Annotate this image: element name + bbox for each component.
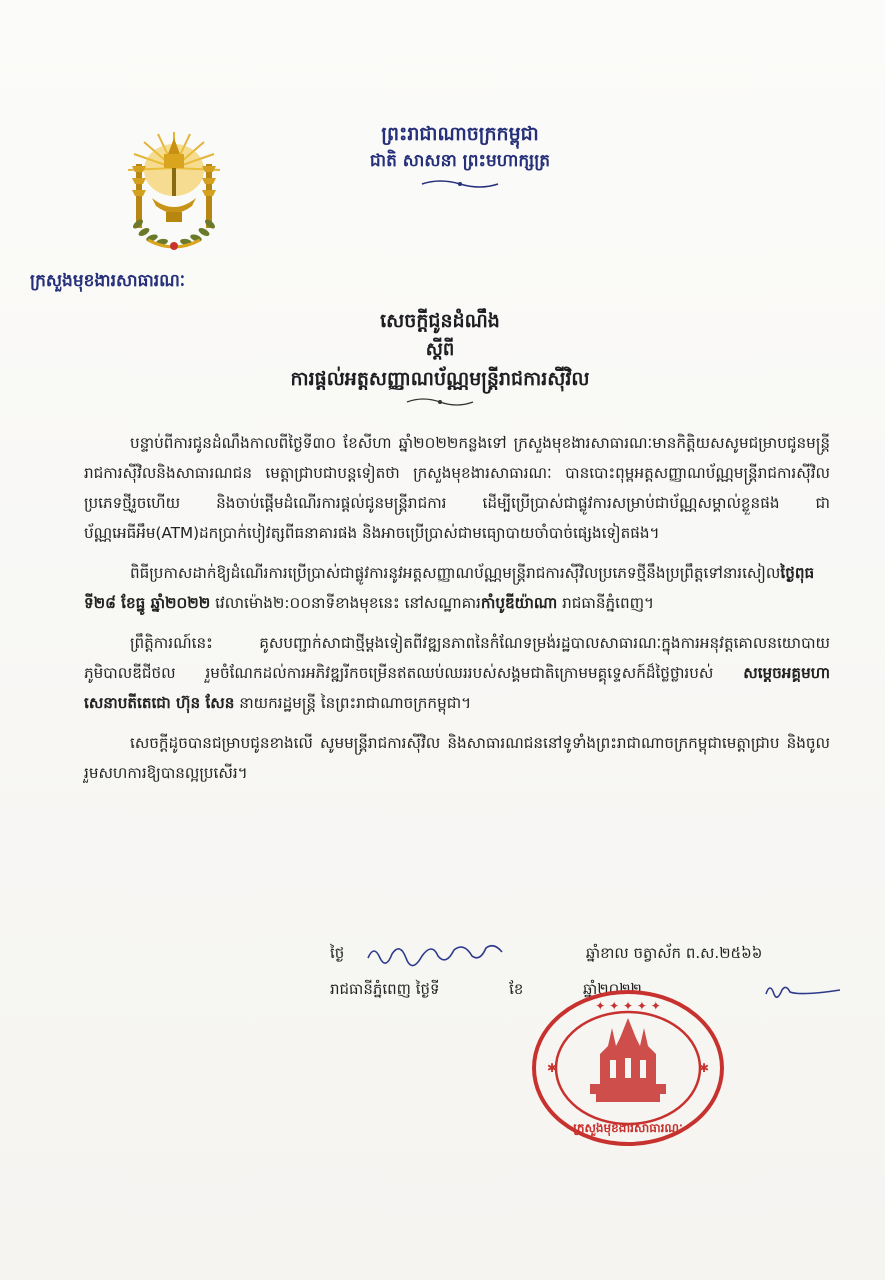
svg-text:✦ ✦ ✦ ✦ ✦: ✦ ✦ ✦ ✦ ✦ (595, 999, 661, 1013)
p2-text-c: វេលាម៉ោង២:០០នាទីខាងមុខនេះ នៅសណ្ឋាគារ (210, 594, 481, 612)
solar-year: ឆ្នាំ២០២២ (582, 980, 642, 998)
solar-month-label: ខែ (509, 980, 524, 998)
prime-minister-name: សម្តេចអគ្គមហាសេនាបតីតេជោ ហ៊ុន សែន (84, 664, 830, 712)
event-venue: កាំបូឌីយ៉ាណា (480, 594, 558, 612)
announcement-body (84, 428, 830, 798)
svg-text:✱: ✱ (546, 1061, 558, 1075)
kingdom-name: ព្រះរាជាណាចក្រកម្ពុជា (381, 123, 539, 145)
ministry-name: ក្រសួងមុខងារសាធារណៈ (30, 271, 186, 291)
kingdom-header (310, 120, 610, 190)
event-date: ថ្ងៃពុធ ទី២៨ ខែធ្នូ ឆ្នាំ២០២២ (84, 564, 815, 612)
svg-text:✱: ✱ (698, 1061, 710, 1075)
paragraph-3 (84, 628, 830, 718)
national-motto: ជាតិ សាសនា ព្រះមហាក្សត្រ (369, 151, 551, 171)
lunar-year: ឆ្នាំខាល ចត្វាស័ក ព.ស.២៥៦៦ (585, 944, 763, 962)
lunar-day-label: ថ្ងៃ (330, 944, 345, 962)
seal-ring-text: ក្រសួងមុខងារសាធារណៈ (573, 1121, 683, 1135)
title-line-2: ស្តីពី (425, 339, 455, 360)
royal-emblem-icon (118, 128, 230, 256)
ornament-divider (420, 178, 500, 190)
title-line-3: ការផ្តល់អត្តសញ្ញាណប័ណ្ណមន្ត្រីរាជការស៊ីវិល (290, 368, 590, 390)
p2-text-a: ពិធីប្រកាសដាក់ឱ្យដំណើរការប្រើប្រាស់ជាផ្លូវការនូវអត្តសញ្ញាណប័ណ្ណមន្ត្រីរាជការស៊ីវិលប្រភេទថ្មីនឹងប្រព្រឹត្តទៅនារសៀល (130, 564, 781, 582)
paragraph-1: បន្ទាប់ពីការជូនដំណឹងកាលពីថ្ងៃទី៣០ ខែសីហា ឆ្នាំ២០២២កន្លងទៅ ក្រសួងមុខងារសាធារណៈមានកិត្តិយសសូមជម្រាបជូនមន្ត្រីរាជការស៊ីវិលនិងសាធារណជន មេត្តាជ្រាបជាបន្តទៀតថា ក្រសួងមុខងារសាធារណៈ បានបោះពុម្ពអត្តសញ្ញាណប័ណ្ណមន្ត្រីរាជការស៊ីវិលប្រភេទថ្មីរួចហើយ និងចាប់ផ្តើមដំណើរការផ្តល់ជូនមន្ត្រីរាជការ ដើម្បីប្រើប្រាស់ជាផ្លូវការសម្រាប់ជាប័ណ្ណសម្គាល់ខ្លួនផង ជាប័ណ្ណអេធីអឹម(ATM)ដកប្រាក់បៀវត្សពីធនាគារផង និងអាចប្រើប្រាស់ជាមធ្យោបាយចាំបាច់ផ្សេងទៀតផង។ (84, 434, 830, 542)
title-ornament (405, 396, 475, 408)
solar-day-label: រាជធានីភ្នំពេញ ថ្ងៃទី (330, 980, 440, 998)
handwritten-date (360, 938, 530, 968)
announcement-title (120, 306, 760, 408)
ministry-seal-icon (530, 988, 726, 1148)
paragraph-4: សេចក្តីដូចបានជម្រាបជូនខាងលើ សូមមន្ត្រីរាជការស៊ីវិល និងសាធារណជននៅទូទាំងព្រះរាជាណាចក្រកម្ពុជាមេត្តាជ្រាប និងចូលរួមសហការឱ្យបានល្អប្រសើរ។ (84, 734, 830, 782)
p2-text-e: រាជធានីភ្នំពេញ។ (557, 594, 655, 612)
signature-mark (764, 976, 844, 1004)
p3-text-c: នាយករដ្ឋមន្ត្រី នៃព្រះរាជាណាចក្រកម្ពុជា។ (234, 694, 472, 712)
p3-text-a: ព្រឹត្តិការណ៍នេះ គូសបញ្ជាក់សាជាថ្មីម្តងទៀតពីវឌ្ឍនភាពនៃកំណែទម្រង់រដ្ឋបាលសាធារណៈក្នុងការអនុវត្តគោលនយោបាយភូមិបាលឌីជីថល រួមចំណែកដល់ការអភិវឌ្ឍរីកចម្រើនឥតឈប់ឈររបស់សង្គមជាតិក្រោមមគ្គុទ្ទេសក៍ដ៏ថ្លៃថ្លារបស់ (84, 634, 830, 682)
title-line-1: សេចក្តីជូនដំណឹង (380, 310, 500, 332)
paragraph-2 (84, 558, 830, 618)
